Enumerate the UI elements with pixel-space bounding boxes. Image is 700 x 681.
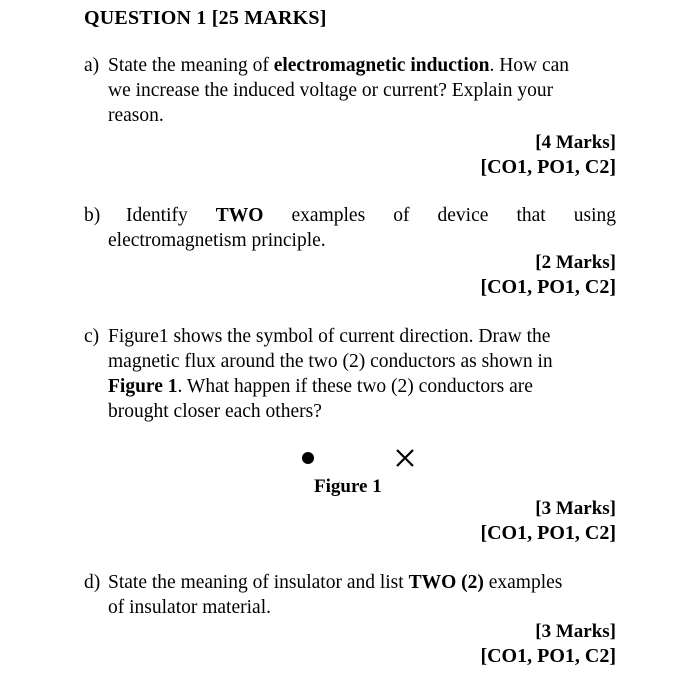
question-b-word: device xyxy=(437,205,489,226)
question-c-outcomes: [CO1, PO1, C2] xyxy=(480,522,616,544)
question-a-marks: [4 Marks] xyxy=(535,132,616,153)
figure-caption: Figure 1 xyxy=(314,476,382,497)
question-a-bold-term: electromagnetic induction xyxy=(273,55,490,76)
question-c-figure-ref: Figure 1 xyxy=(108,376,178,397)
question-a-text: State the meaning of xyxy=(108,55,274,76)
question-a-line-2: we increase the induced voltage or current? Explain your xyxy=(108,80,554,101)
question-d-marks: [3 Marks] xyxy=(535,621,616,642)
question-b-marks: [2 Marks] xyxy=(535,252,616,273)
question-a-outcomes: [CO1, PO1, C2] xyxy=(480,156,616,178)
question-d-text-tail: examples xyxy=(483,572,563,593)
question-b-word: examples xyxy=(291,205,366,226)
question-d-line-2: of insulator material. xyxy=(108,597,271,618)
question-a-text-tail: . How can xyxy=(489,55,570,76)
question-c-line-4: brought closer each others? xyxy=(108,401,322,422)
question-b-bold-word: TWO xyxy=(215,205,264,226)
question-b-word: Identify xyxy=(126,205,188,226)
question-c-marks: [3 Marks] xyxy=(535,498,616,519)
question-b-line-2: electromagnetism principle. xyxy=(108,230,326,251)
question-b-outcomes: [CO1, PO1, C2] xyxy=(480,276,616,298)
question-b-word: of xyxy=(393,205,410,226)
question-a-label: a) xyxy=(84,55,100,76)
question-a-line-3: reason. xyxy=(108,105,164,126)
current-out-of-page-dot-icon xyxy=(302,452,314,464)
question-b-word: that xyxy=(516,205,546,226)
question-b-label: b) xyxy=(84,205,101,226)
question-heading: QUESTION 1 [25 MARKS] xyxy=(84,7,327,29)
question-a-line-1 xyxy=(108,53,569,78)
question-d-text: State the meaning of insulator and list xyxy=(108,572,409,593)
question-d-bold-term: TWO (2) xyxy=(408,572,484,593)
question-b-word: using xyxy=(573,205,616,226)
question-d-label: d) xyxy=(84,572,101,593)
question-c-label: c) xyxy=(84,326,100,347)
question-c-text-tail: . What happen if these two (2) conductors are xyxy=(177,376,533,397)
current-into-page-cross-icon xyxy=(395,448,415,468)
question-c-line-1: Figure1 shows the symbol of current direction. Draw the xyxy=(108,326,551,347)
question-c-line-2: magnetic flux around the two (2) conductors as shown in xyxy=(108,351,553,372)
question-d-line-1 xyxy=(108,570,562,595)
question-b-line-1 xyxy=(126,203,616,228)
question-c-line-3 xyxy=(108,374,533,399)
question-d-outcomes: [CO1, PO1, C2] xyxy=(480,645,616,667)
